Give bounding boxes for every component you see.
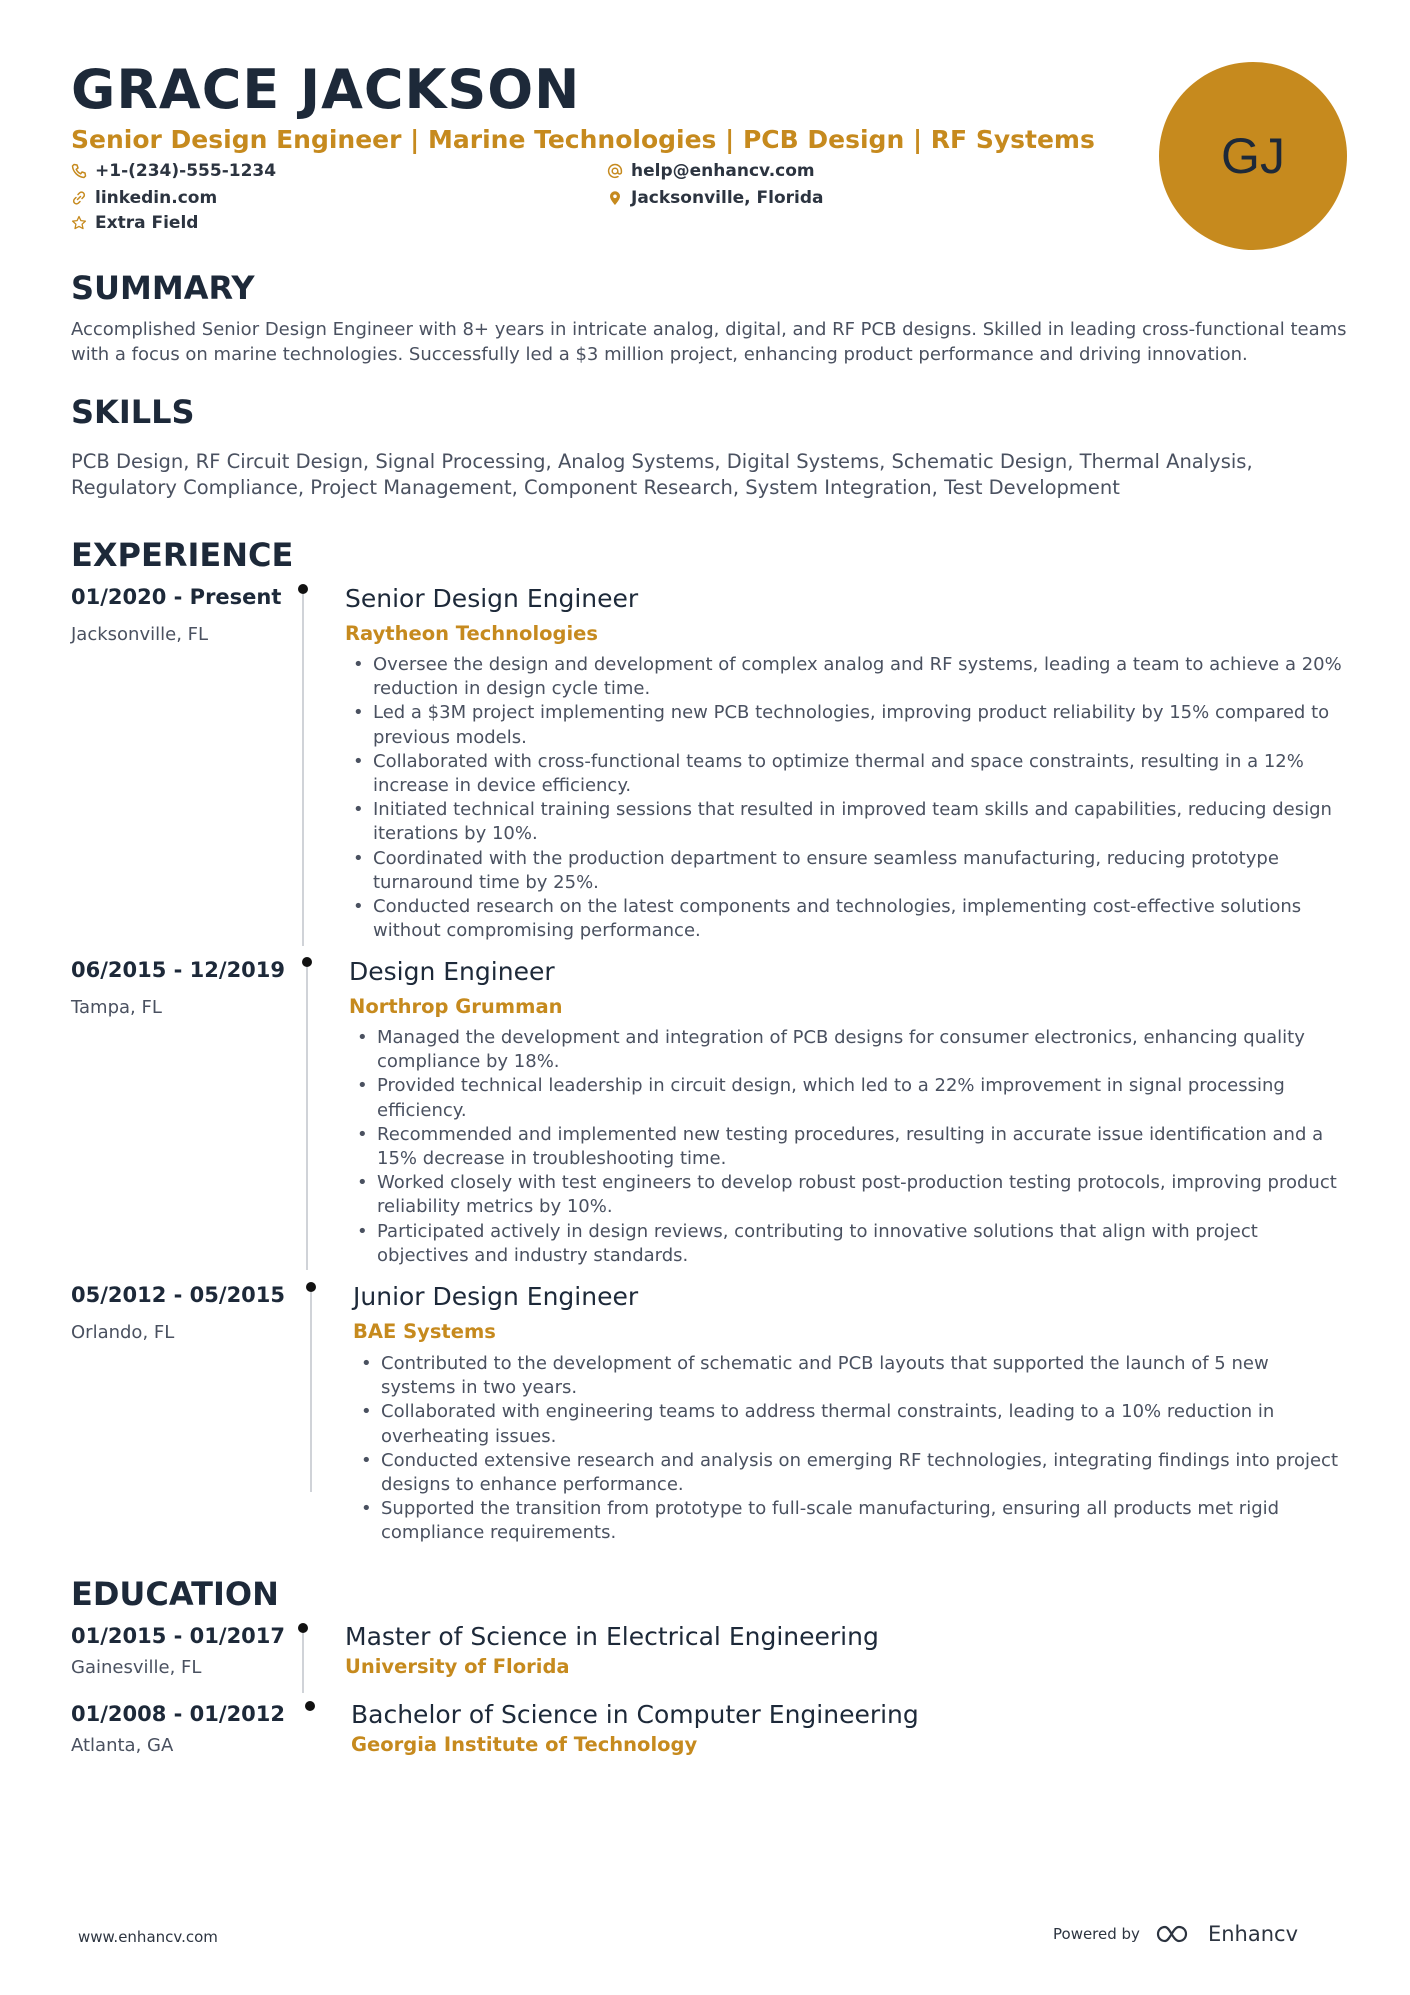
- timeline-line: [302, 1633, 304, 1693]
- list-item: • Managed the development and integration of PCB designs for consumer electronics, enhancing quality compliance by 18%.: [349, 1026, 1349, 1074]
- education-heading: EDUCATION: [71, 1575, 279, 1613]
- candidate-tagline: Senior Design Engineer | Marine Technologies | PCB Design | RF Systems: [71, 125, 1095, 154]
- school-name: University of Florida: [345, 1655, 570, 1678]
- list-item: • Collaborated with engineering teams to address thermal constraints, leading to a 10% reduction in overheating issues.: [353, 1400, 1343, 1448]
- job-title: Junior Design Engineer: [353, 1282, 639, 1311]
- job-company: Raytheon Technologies: [345, 622, 598, 645]
- contact-phone: [71, 160, 276, 182]
- brand-name: Enhancv: [1207, 1922, 1298, 1946]
- job-dates: 01/2020 - Present: [71, 585, 282, 609]
- job-company: BAE Systems: [353, 1320, 496, 1343]
- job-title: Design Engineer: [349, 957, 555, 986]
- brand-logo[interactable]: [1154, 1922, 1298, 1946]
- job-bullets: [349, 1026, 1349, 1268]
- star-icon: [71, 215, 87, 231]
- timeline-dot: [305, 1701, 315, 1711]
- timeline-dot: [306, 1282, 316, 1292]
- linkedin-link[interactable]: linkedin.com: [95, 188, 218, 208]
- summary-heading: SUMMARY: [71, 269, 255, 307]
- contact-email: [607, 160, 815, 182]
- list-item: • Worked closely with test engineers to develop robust post-production testing protocols, improving product reliability metrics by 10%.: [349, 1171, 1349, 1219]
- enhancv-logo-icon: [1154, 1922, 1200, 1946]
- skills-text: PCB Design, RF Circuit Design, Signal Processing, Analog Systems, Digital Systems, Schematic Design, Thermal Analysis, Regulatory Compliance, Project Management, Component Research, System Integration, Test Development: [71, 450, 1253, 499]
- list-item: • Provided technical leadership in circuit design, which led to a 22% improvement in signal processing efficiency.: [349, 1074, 1349, 1122]
- powered-by-label: Powered by: [1053, 1925, 1140, 1943]
- list-item: • Conducted research on the latest components and technologies, implementing cost-effective solutions without compromising performance.: [345, 895, 1345, 943]
- timeline-dot: [298, 584, 308, 594]
- timeline-line: [306, 967, 308, 1270]
- avatar-initials: GJ: [1221, 128, 1285, 184]
- list-item: • Supported the transition from prototype to full-scale manufacturing, ensuring all products met rigid compliance requirements.: [353, 1497, 1343, 1545]
- timeline-line: [302, 594, 304, 946]
- education-location: Atlanta, GA: [71, 1735, 174, 1756]
- degree-title: Master of Science in Electrical Engineering: [345, 1622, 879, 1651]
- experience-heading: EXPERIENCE: [71, 536, 294, 574]
- footer-website[interactable]: www.enhancv.com: [78, 1928, 218, 1946]
- list-item: • Collaborated with cross-functional teams to optimize thermal and space constraints, resulting in a 12% increase in device efficiency.: [345, 750, 1345, 798]
- link-icon: [71, 190, 87, 206]
- school-name: Georgia Institute of Technology: [351, 1733, 698, 1756]
- skills-heading: SKILLS: [71, 393, 195, 431]
- job-location: Orlando, FL: [71, 1322, 175, 1343]
- job-bullets: [345, 653, 1345, 943]
- job-location: Jacksonville, FL: [71, 624, 209, 645]
- contact-extra: [71, 212, 198, 234]
- education-dates: 01/2008 - 01/2012: [71, 1702, 286, 1726]
- location-text: Jacksonville, Florida: [631, 188, 824, 208]
- email-link[interactable]: help@enhancv.com: [631, 161, 815, 181]
- list-item: • Conducted extensive research and analysis on emerging RF technologies, integrating findings into project designs to enhance performance.: [353, 1449, 1343, 1497]
- contact-location: [607, 187, 824, 209]
- list-item: • Coordinated with the production department to ensure seamless manufacturing, reducing prototype turnaround time by 25%.: [345, 847, 1345, 895]
- candidate-name: GRACE JACKSON: [71, 58, 581, 121]
- job-dates: 05/2012 - 05/2015: [71, 1283, 286, 1307]
- job-location: Tampa, FL: [71, 997, 162, 1018]
- list-item: • Contributed to the development of schematic and PCB layouts that supported the launch of 5 new systems in two years.: [353, 1352, 1343, 1400]
- list-item: • Led a $3M project implementing new PCB technologies, improving product reliability by 15% compared to previous models.: [345, 701, 1345, 749]
- list-item: • Recommended and implemented new testing procedures, resulting in accurate issue identification and a 15% decrease in troubleshooting time.: [349, 1123, 1349, 1171]
- location-pin-icon: [607, 190, 623, 206]
- degree-title: Bachelor of Science in Computer Engineering: [351, 1700, 919, 1729]
- avatar: [1159, 62, 1347, 250]
- job-title: Senior Design Engineer: [345, 584, 639, 613]
- contact-linkedin: [71, 187, 217, 209]
- list-item: • Initiated technical training sessions that resulted in improved team skills and capabilities, reducing design iterations by 10%.: [345, 798, 1345, 846]
- job-company: Northrop Grumman: [349, 995, 563, 1018]
- job-dates: 06/2015 - 12/2019: [71, 958, 286, 982]
- job-bullets: [353, 1352, 1343, 1546]
- education-dates: 01/2015 - 01/2017: [71, 1624, 286, 1648]
- timeline-dot: [298, 1623, 308, 1633]
- footer-branding: [1053, 1922, 1298, 1946]
- list-item: • Participated actively in design reviews, contributing to innovative solutions that align with project objectives and industry standards.: [349, 1220, 1349, 1268]
- extra-field-text: Extra Field: [95, 213, 199, 233]
- summary-text: Accomplished Senior Design Engineer with 8+ years in intricate analog, digital, and RF PCB designs. Skilled in leading cross-functional teams with a focus on marine technologies. Successfully led a $3 million project, enhancing product performance and driving innovation.: [71, 319, 1347, 365]
- timeline-line: [310, 1292, 312, 1492]
- phone-text[interactable]: +1-(234)-555-1234: [95, 161, 277, 181]
- at-icon: [607, 163, 623, 179]
- education-location: Gainesville, FL: [71, 1657, 202, 1678]
- list-item: • Oversee the design and development of complex analog and RF systems, leading a team to achieve a 20% reduction in design cycle time.: [345, 653, 1345, 701]
- timeline-dot: [302, 957, 312, 967]
- phone-icon: [71, 163, 87, 179]
